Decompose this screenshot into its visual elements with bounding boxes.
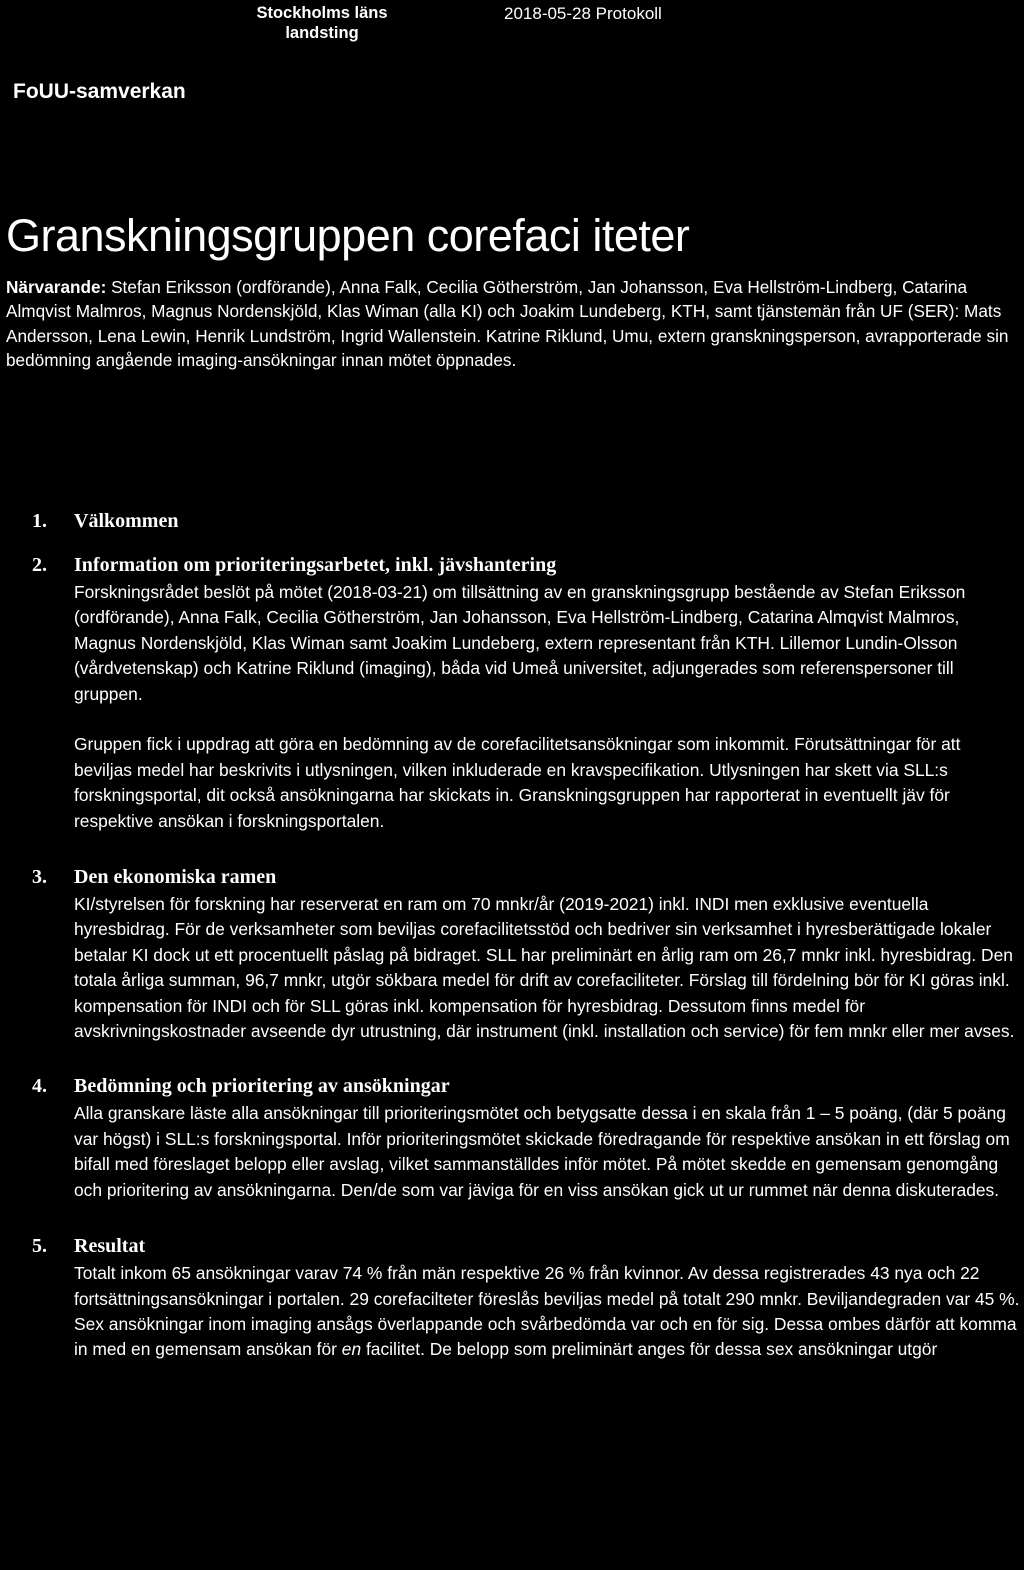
agenda-item-title: Välkommen bbox=[74, 510, 179, 532]
agenda-item-2 bbox=[0, 550, 1024, 834]
department-name: FoUU-samverkan bbox=[13, 80, 186, 103]
agenda-item-title: Den ekonomiska ramen bbox=[74, 866, 277, 889]
emphasized-word: en bbox=[341, 1339, 362, 1360]
agenda-sections bbox=[0, 506, 1024, 1363]
agenda-item-body bbox=[74, 580, 1020, 834]
agenda-item-title: Bedömning och prioritering av ansökningar bbox=[74, 1075, 450, 1098]
agenda-item-body bbox=[74, 1261, 1020, 1363]
agenda-item-title: Information om prioriteringsarbetet, inkl. jävshantering bbox=[74, 554, 557, 576]
agenda-item-number: 4. bbox=[32, 1075, 47, 1098]
agenda-item-1 bbox=[0, 506, 1024, 536]
body-paragraph bbox=[74, 1261, 1020, 1363]
page-title: Granskningsgruppen corefaci iteter bbox=[6, 210, 690, 261]
agenda-item-number: 3. bbox=[32, 866, 47, 889]
agenda-item-body bbox=[74, 1101, 1020, 1203]
agenda-item-heading bbox=[0, 862, 1024, 892]
document-date-type: 2018-05-28 Protokoll bbox=[504, 4, 662, 23]
organization-name-line-2: landsting bbox=[285, 24, 359, 42]
agenda-item-body bbox=[74, 892, 1020, 1044]
body-paragraph: Gruppen fick i uppdrag att göra en bedömning av de corefacilitetsansökningar som inkommit. Förutsättningar för att beviljas medel har beskrivits i utlysningen, vilken inkluderade en kravspecifikation. Utlysningen har skett via SLL:s forskningsportal, dit också ansökningarna har skickats in. Granskningsgruppen har rapporterat in eventuellt jäv för respektive ansökan i forskningsportalen. bbox=[74, 734, 961, 831]
body-paragraph: Forskningsrådet beslöt på mötet (2018-03-21) om tillsättning av en granskningsgrupp bestående av Stefan Eriksson (ordförande), Anna Falk, Cecilia Götherström, Jan Johansson, Eva Hellström-Lindberg, Catarina Almqvist Malmros, Magnus Nordenskjöld, Klas Wiman samt Joakim Lundeberg, extern representant från KTH. Lillemor Lundin-Olsson (vårdvetenskap) och Katrine Riklund (imaging), båda vid Umeå universitet, adjungerades som referenspersoner till gruppen. bbox=[74, 582, 966, 704]
agenda-item-4 bbox=[0, 1071, 1024, 1203]
attendees-label: Närvarande: bbox=[6, 277, 107, 297]
body-paragraph: KI/styrelsen för forskning har reserverat en ram om 70 mnkr/år (2019-2021) inkl. INDI men exklusive eventuella hyresbidrag. För de verksamheter som beviljas corefacilitetsstöd och bedriver sin verksamhet i hyresberättigade lokaler betalar KI dock ut ett procentuellt påslag på bidraget. SLL har preliminärt en årlig ram om 26,7 mnkr inkl. hyresbidrag. Den totala årliga summan, 96,7 mnkr, utgör sökbara medel för drift av corefaciliteter. Förslag till fördelning bör för KI göras inkl. kompensation för INDI och för SLL göras inkl. kompensation för hyresbidrag. Dessutom finns medel för avskrivningskostnader avseende dyr utrustning, där instrument (inkl. installation och service) för fem mnkr eller mer avses. bbox=[74, 894, 1015, 1042]
agenda-item-number: 2. bbox=[32, 554, 47, 576]
agenda-item-heading bbox=[0, 1231, 1024, 1261]
agenda-item-5 bbox=[0, 1231, 1024, 1363]
agenda-item-3 bbox=[0, 862, 1024, 1044]
body-text: facilitet. De belopp som preliminärt anges för dessa sex ansökningar utgör bbox=[361, 1339, 938, 1360]
agenda-item-title: Resultat bbox=[74, 1235, 146, 1258]
attendees-paragraph bbox=[6, 275, 1018, 372]
agenda-item-number: 1. bbox=[32, 510, 47, 532]
body-paragraph: Alla granskare läste alla ansökningar till prioriteringsmötet och betygsatte dessa i en skala från 1 – 5 poäng, (där 5 poäng var högst) i SLL:s forskningsportal. Inför prioriteringsmötet skickade föredragande för respektive ansökan in ett förslag om bifall med föreslaget belopp eller avslag, vilket sammanställdes inför mötet. På mötet skedde en gemensam genomgång och prioritering av ansökningarna. Den/de som var jäviga för en viss ansökan gick ut ur rummet när denna diskuterades. bbox=[74, 1103, 1010, 1200]
organization-name bbox=[252, 3, 392, 43]
agenda-item-heading bbox=[0, 506, 1024, 536]
body-text: Totalt inkom 65 ansökningar varav 74 % från män respektive 26 % från kvinnor. Av dessa registrerades 43 nya och 22 fortsättningsansökningar i portalen. 29 corefacilteter föreslås beviljas medel på totalt 290 mnkr. Beviljandegraden var 45 %. Sex ansökningar inom imaging ansågs överlappande och svårbedömda var och en för sig. Dessa ombes därför att komma in med en gemensam ansökan för bbox=[74, 1263, 1020, 1360]
agenda-item-number: 5. bbox=[32, 1235, 47, 1258]
organization-name-line-1: Stockholms läns bbox=[256, 4, 388, 22]
attendees-text: Stefan Eriksson (ordförande), Anna Falk, Cecilia Götherström, Jan Johansson, Eva Hellström-Lindberg, Catarina Almqvist Malmros, Magnus Nordenskjöld, Klas Wiman (alla KI) och Joakim Lundeberg, KTH, samt tjänstemän från UF (SER): Mats Andersson, Lena Lewin, Henrik Lundström, Ingrid Wallenstein. Katrine Riklund, Umu, extern granskningsperson, avrapporterade sin bedömning angående imaging-ansökningar innan mötet öppnades. bbox=[6, 277, 1009, 370]
agenda-item-heading bbox=[0, 1071, 1024, 1101]
agenda-item-heading bbox=[0, 550, 1024, 580]
